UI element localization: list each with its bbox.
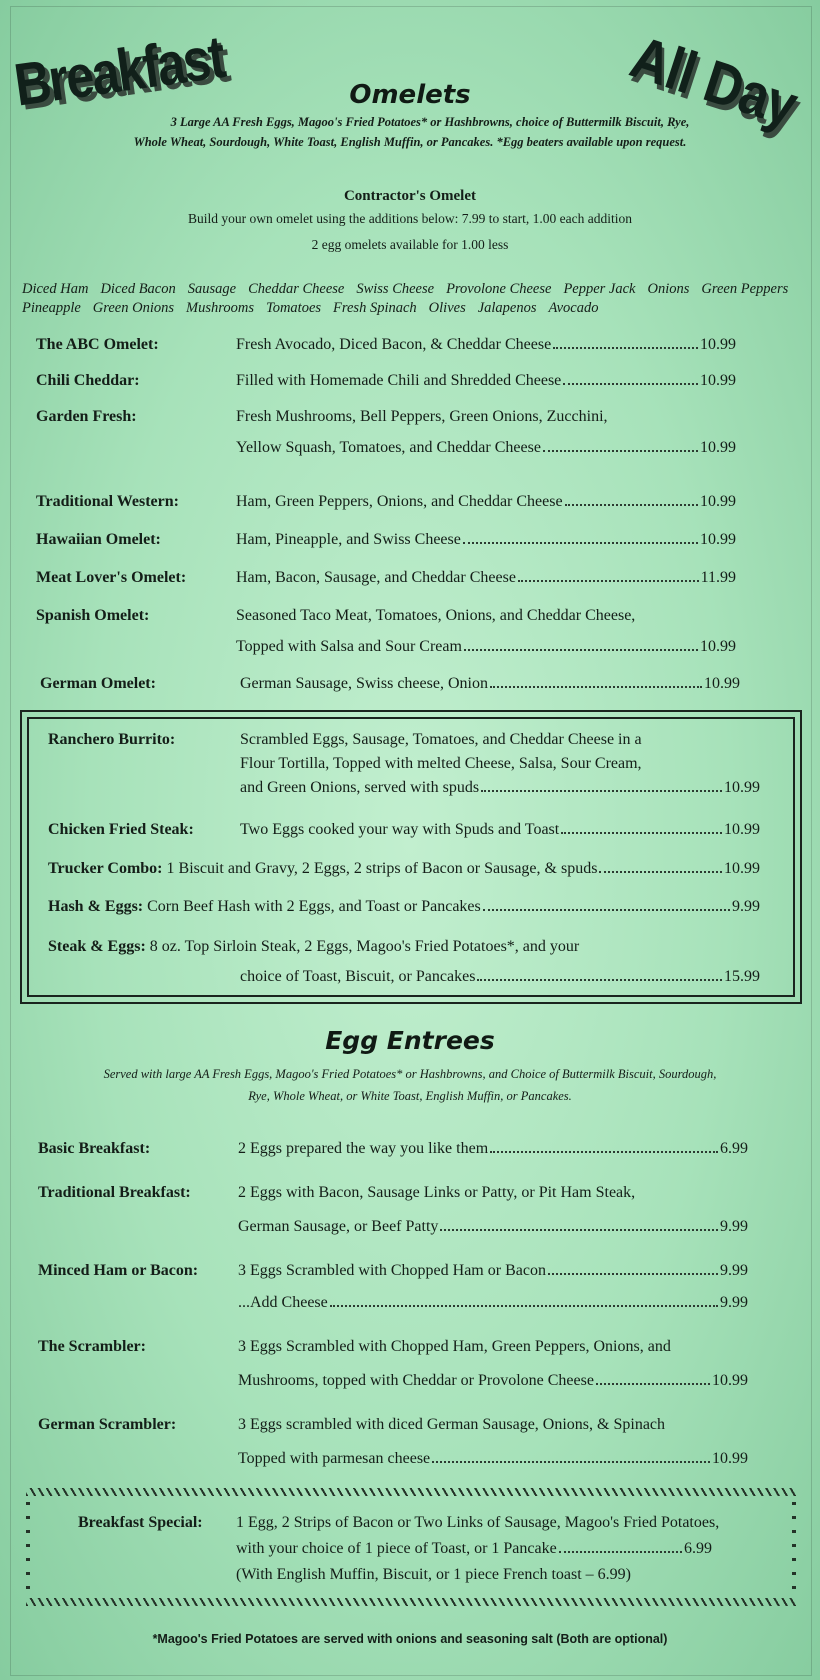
contractor-line-1: Build your own omelet using the additions below: 7.99 to start, 1.00 each addition bbox=[188, 211, 632, 226]
item-name: Spanish Omelet: bbox=[36, 607, 150, 624]
item-line bbox=[240, 731, 760, 749]
item-line bbox=[238, 1416, 748, 1434]
leader-dots bbox=[518, 580, 699, 582]
egg-entrees-intro-1: Served with large AA Fresh Eggs, Magoo's Fried Potatoes* or Hashbrowns, and Choice of Buttermilk Biscuit, Sourdough, bbox=[103, 1067, 717, 1081]
item-name: Hash & Eggs: bbox=[48, 898, 144, 915]
item-name: Breakfast Special: bbox=[78, 1514, 203, 1531]
item-line bbox=[238, 1372, 748, 1390]
item-line bbox=[238, 1338, 748, 1356]
item-price: 10.99 bbox=[700, 493, 736, 510]
item-description: Ham, Pineapple, and Swiss Cheese bbox=[236, 531, 461, 548]
item-description: and Green Onions, served with spuds bbox=[240, 779, 480, 796]
item-description: 8 oz. Top Sirloin Steak, 2 Eggs, Magoo's Fried Potatoes*, and your bbox=[149, 938, 580, 955]
item-description: Flour Tortilla, Topped with melted Cheese, Salsa, Sour Cream, bbox=[240, 755, 642, 772]
footnote: *Magoo's Fried Potatoes are served with onions and seasoning salt (Both are optional) bbox=[152, 1632, 668, 1646]
item-line bbox=[48, 938, 760, 956]
menu-item bbox=[48, 731, 778, 796]
item-line bbox=[236, 607, 736, 625]
item-description: German Sausage, or Beef Patty bbox=[238, 1218, 439, 1235]
item-price: 10.99 bbox=[712, 1372, 748, 1389]
item-description: choice of Toast, Biscuit, or Pancakes bbox=[240, 968, 476, 985]
item-line bbox=[238, 1450, 748, 1468]
leader-dots bbox=[565, 504, 698, 506]
menu-item bbox=[38, 1338, 758, 1389]
item-name: Ranchero Burrito: bbox=[48, 731, 176, 748]
item-line bbox=[236, 493, 736, 511]
omelets-title: Omelets bbox=[349, 80, 471, 110]
item-name: German Omelet: bbox=[40, 675, 156, 692]
leader-dots bbox=[561, 832, 722, 834]
leader-dots bbox=[548, 1273, 718, 1275]
item-line bbox=[236, 439, 736, 457]
item-line bbox=[240, 755, 760, 773]
item-price: 9.99 bbox=[720, 1262, 748, 1279]
menu-item bbox=[36, 607, 756, 655]
item-name: Basic Breakfast: bbox=[38, 1140, 151, 1157]
addition-item: Fresh Spinach bbox=[333, 300, 417, 316]
item-description: with your choice of 1 piece of Toast, or 1 Pancake bbox=[236, 1540, 557, 1557]
item-line bbox=[236, 569, 736, 587]
menu-item bbox=[38, 1416, 758, 1467]
item-name: Garden Fresh: bbox=[36, 408, 137, 425]
item-description: 2 Eggs prepared the way you like them bbox=[238, 1140, 489, 1157]
item-price: 10.99 bbox=[700, 531, 736, 548]
item-price: 11.99 bbox=[700, 569, 736, 586]
menu-item bbox=[36, 569, 756, 586]
leader-dots bbox=[330, 1305, 718, 1307]
menu-item bbox=[38, 1184, 758, 1235]
menu-item bbox=[38, 1262, 758, 1311]
addition-item: Cheddar Cheese bbox=[248, 281, 345, 297]
item-line bbox=[238, 1218, 748, 1236]
special-zigzag-left bbox=[26, 1502, 30, 1592]
item-line bbox=[48, 898, 760, 916]
leader-dots bbox=[490, 1151, 718, 1153]
addition-item: Tomatoes bbox=[265, 300, 322, 316]
omelets-intro-2: Whole Wheat, Sourdough, White Toast, English Muffin, or Pancakes. *Egg beaters available upon request. bbox=[133, 135, 687, 149]
special-zigzag-top bbox=[26, 1488, 796, 1496]
menu-item bbox=[40, 675, 760, 692]
menu-item bbox=[38, 1140, 758, 1157]
menu-item bbox=[36, 531, 756, 548]
item-description: ...Add Cheese bbox=[238, 1294, 328, 1311]
item-description: Corn Beef Hash with 2 Eggs, and Toast or Pancakes bbox=[147, 898, 481, 915]
item-description: 1 Egg, 2 Strips of Bacon or Two Links of Sausage, Magoo's Fried Potatoes, bbox=[236, 1514, 720, 1531]
item-description: Mushrooms, topped with Cheddar or Provolone Cheese bbox=[238, 1372, 594, 1389]
breakfast-banner: Breakfast bbox=[10, 23, 228, 119]
leader-dots bbox=[559, 1551, 682, 1553]
item-name: Trucker Combo: bbox=[48, 860, 163, 877]
item-price: 10.99 bbox=[700, 638, 736, 655]
item-description: Ham, Bacon, Sausage, and Cheddar Cheese bbox=[236, 569, 516, 586]
item-description: Two Eggs cooked your way with Spuds and Toast bbox=[240, 821, 560, 838]
item-price: 9.99 bbox=[720, 1294, 748, 1311]
item-name: The Scrambler: bbox=[38, 1338, 146, 1355]
item-line bbox=[48, 860, 760, 878]
item-line bbox=[236, 408, 736, 426]
leader-dots bbox=[490, 686, 702, 688]
item-line bbox=[238, 1294, 748, 1312]
menu-item bbox=[36, 408, 756, 456]
leader-dots bbox=[543, 450, 698, 452]
item-description: 3 Eggs Scrambled with Chopped Ham or Bacon bbox=[238, 1262, 546, 1279]
item-price: 6.99 bbox=[684, 1540, 712, 1557]
item-name: Chicken Fried Steak: bbox=[48, 821, 194, 838]
addition-item: Mushrooms bbox=[186, 300, 254, 316]
contractor-line-2: 2 egg omelets available for 1.00 less bbox=[311, 237, 509, 252]
item-line bbox=[240, 821, 760, 839]
menu-item bbox=[48, 821, 778, 838]
item-price: 10.99 bbox=[700, 372, 736, 389]
item-description: Scrambled Eggs, Sausage, Tomatoes, and Cheddar Cheese in a bbox=[240, 731, 642, 748]
item-name: Traditional Breakfast: bbox=[38, 1184, 191, 1201]
item-price: 10.99 bbox=[700, 336, 736, 353]
item-description: 2 Eggs with Bacon, Sausage Links or Patty, or Pit Ham Steak, bbox=[238, 1184, 636, 1201]
special-zigzag-bottom bbox=[26, 1598, 796, 1606]
item-price: 9.99 bbox=[732, 898, 760, 915]
additions-list bbox=[22, 281, 802, 317]
item-line bbox=[240, 779, 760, 797]
item-line bbox=[236, 531, 736, 549]
item-description: Yellow Squash, Tomatoes, and Cheddar Cheese bbox=[236, 439, 541, 456]
addition-item: Green Onions bbox=[92, 300, 175, 316]
item-line bbox=[238, 1262, 748, 1280]
item-price: 15.99 bbox=[724, 968, 760, 985]
menu-item bbox=[36, 336, 756, 353]
menu-item bbox=[48, 898, 778, 915]
addition-item: Pineapple bbox=[22, 300, 81, 316]
menu-item bbox=[48, 860, 778, 877]
addition-item: Pepper Jack bbox=[563, 281, 636, 297]
item-name: Chili Cheddar: bbox=[36, 372, 140, 389]
item-line bbox=[236, 1566, 756, 1584]
leader-dots bbox=[599, 871, 722, 873]
leader-dots bbox=[464, 649, 698, 651]
item-price: 10.99 bbox=[724, 860, 760, 877]
addition-item: Olives bbox=[428, 300, 466, 316]
addition-item: Diced Ham bbox=[22, 281, 89, 297]
addition-item: Provolone Cheese bbox=[446, 281, 552, 297]
leader-dots bbox=[481, 790, 722, 792]
menu-item bbox=[36, 372, 756, 389]
item-description: Topped with parmesan cheese bbox=[238, 1450, 431, 1467]
item-price: 10.99 bbox=[724, 779, 760, 796]
menu-item bbox=[78, 1514, 778, 1583]
item-line bbox=[236, 638, 736, 656]
egg-entrees-title: Egg Entrees bbox=[325, 1026, 495, 1055]
leader-dots bbox=[553, 347, 698, 349]
egg-entrees-intro-2: Rye, Whole Wheat, or White Toast, English Muffin, or Pancakes. bbox=[248, 1089, 572, 1103]
addition-item: Swiss Cheese bbox=[356, 281, 435, 297]
item-description: 3 Eggs Scrambled with Chopped Ham, Green Peppers, Onions, and bbox=[238, 1338, 671, 1355]
item-price: 6.99 bbox=[720, 1140, 748, 1157]
addition-item: Onions bbox=[647, 281, 690, 297]
item-description: Topped with Salsa and Sour Cream bbox=[236, 638, 462, 655]
item-description: Fresh Mushrooms, Bell Peppers, Green Onions, Zucchini, bbox=[236, 408, 608, 425]
item-name: Minced Ham or Bacon: bbox=[38, 1262, 199, 1279]
item-price: 9.99 bbox=[720, 1218, 748, 1235]
item-line bbox=[236, 1540, 712, 1558]
item-line bbox=[238, 1140, 748, 1158]
leader-dots bbox=[483, 909, 730, 911]
leader-dots bbox=[463, 542, 698, 544]
item-name: Meat Lover's Omelet: bbox=[36, 569, 187, 586]
item-name: German Scrambler: bbox=[38, 1416, 177, 1433]
item-description: German Sausage, Swiss cheese, Onion bbox=[240, 675, 488, 692]
item-description: Filled with Homemade Chili and Shredded Cheese bbox=[236, 372, 562, 389]
item-name: The ABC Omelet: bbox=[36, 336, 159, 353]
item-description: Seasoned Taco Meat, Tomatoes, Onions, and Cheddar Cheese, bbox=[236, 607, 636, 624]
leader-dots bbox=[563, 383, 698, 385]
item-name: Steak & Eggs: bbox=[48, 938, 146, 955]
item-line bbox=[240, 675, 740, 693]
addition-item: Avocado bbox=[548, 300, 599, 316]
item-line bbox=[238, 1184, 748, 1202]
menu-item bbox=[48, 938, 778, 985]
omelets-intro-1: 3 Large AA Fresh Eggs, Magoo's Fried Potatoes* or Hashbrowns, choice of Buttermilk Biscuit, Rye, bbox=[170, 115, 690, 129]
addition-item: Sausage bbox=[187, 281, 237, 297]
item-description: Ham, Green Peppers, Onions, and Cheddar Cheese bbox=[236, 493, 563, 510]
addition-item: Green Peppers bbox=[701, 281, 789, 297]
contractor-title: Contractor's Omelet bbox=[343, 188, 477, 204]
all-day-banner: All Day bbox=[622, 24, 805, 140]
menu-item bbox=[36, 493, 756, 510]
special-zigzag-right bbox=[792, 1502, 796, 1592]
leader-dots bbox=[477, 979, 722, 981]
item-line bbox=[236, 336, 736, 354]
item-name: Hawaiian Omelet: bbox=[36, 531, 161, 548]
addition-item: Jalapenos bbox=[477, 300, 537, 316]
leader-dots bbox=[596, 1383, 710, 1385]
item-price: 10.99 bbox=[704, 675, 740, 692]
item-price: 10.99 bbox=[712, 1450, 748, 1467]
item-description: (With English Muffin, Biscuit, or 1 piece French toast – 6.99) bbox=[236, 1566, 631, 1583]
item-line bbox=[236, 1514, 756, 1532]
item-line bbox=[240, 968, 760, 986]
addition-item: Diced Bacon bbox=[100, 281, 176, 297]
item-description: Fresh Avocado, Diced Bacon, & Cheddar Cheese bbox=[236, 336, 552, 353]
item-description: 3 Eggs scrambled with diced German Sausage, Onions, & Spinach bbox=[238, 1416, 666, 1433]
leader-dots bbox=[432, 1461, 710, 1463]
item-line bbox=[236, 372, 736, 390]
item-description: 1 Biscuit and Gravy, 2 Eggs, 2 strips of Bacon or Sausage, & spuds bbox=[166, 860, 598, 877]
item-name: Traditional Western: bbox=[36, 493, 179, 510]
item-price: 10.99 bbox=[724, 821, 760, 838]
item-price: 10.99 bbox=[700, 439, 736, 456]
leader-dots bbox=[440, 1229, 718, 1231]
